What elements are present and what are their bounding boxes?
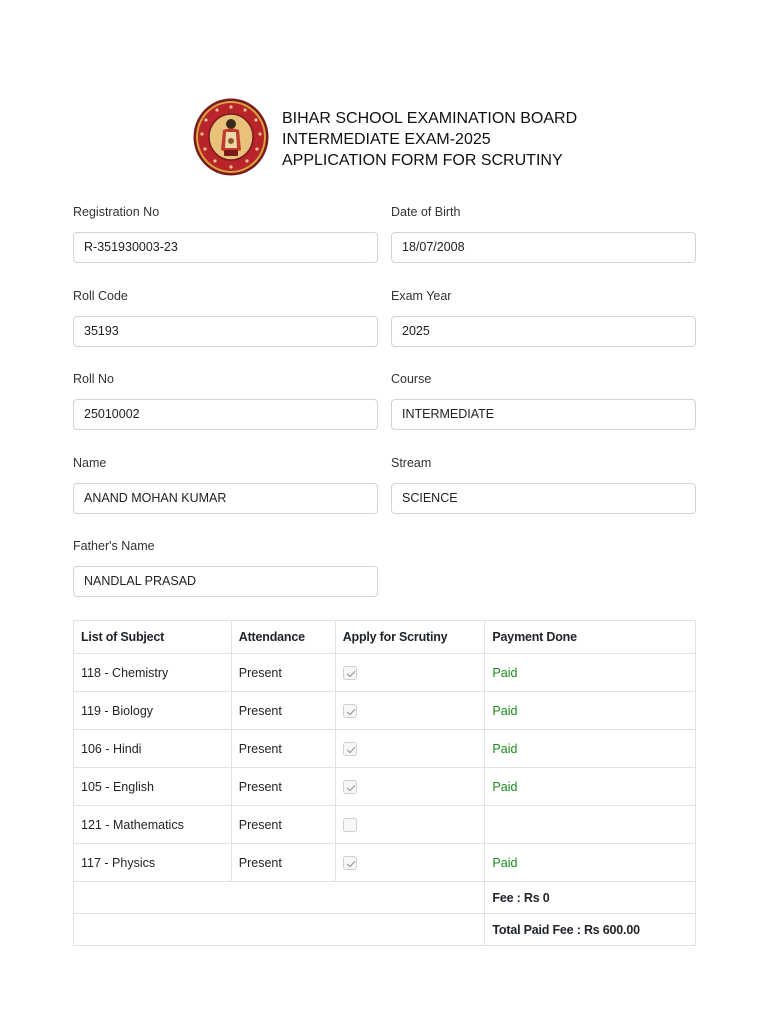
name-group xyxy=(73,454,378,514)
subject-name: 105 - English xyxy=(74,768,232,806)
apply-scrutiny-cell xyxy=(335,768,485,806)
table-row xyxy=(74,768,696,806)
exam-year-field[interactable]: 2025 xyxy=(391,316,696,347)
payment-status: Paid xyxy=(485,692,696,730)
attendance-status: Present xyxy=(231,654,335,692)
attendance-status: Present xyxy=(231,730,335,768)
stream-label: Stream xyxy=(391,456,432,470)
check-icon xyxy=(345,744,357,756)
course-field[interactable]: INTERMEDIATE xyxy=(391,399,696,430)
payment-status: Paid xyxy=(485,768,696,806)
stream-field[interactable]: SCIENCE xyxy=(391,483,696,514)
scrutiny-checkbox[interactable] xyxy=(343,780,357,794)
roll-no-field[interactable]: 25010002 xyxy=(73,399,378,430)
header-attendance: Attendance xyxy=(231,621,335,654)
roll-no-label: Roll No xyxy=(73,372,114,386)
subject-name: 117 - Physics xyxy=(74,844,232,882)
fathers-name-field[interactable]: NANDLAL PRASAD xyxy=(73,566,378,597)
total-paid-fee: Total Paid Fee : Rs 600.00 xyxy=(485,914,696,946)
table-row xyxy=(74,654,696,692)
subject-name: 118 - Chemistry xyxy=(74,654,232,692)
attendance-status: Present xyxy=(231,768,335,806)
apply-scrutiny-cell xyxy=(335,806,485,844)
page-header xyxy=(193,98,613,178)
payment-status: Paid xyxy=(485,730,696,768)
registration-no-field[interactable]: R-351930003-23 xyxy=(73,232,378,263)
scrutiny-checkbox[interactable] xyxy=(343,704,357,718)
table-row xyxy=(74,806,696,844)
subjects-table xyxy=(73,620,696,946)
table-row xyxy=(74,692,696,730)
course-label: Course xyxy=(391,372,432,386)
title-line-exam: INTERMEDIATE EXAM-2025 xyxy=(282,131,491,148)
registration-no-label: Registration No xyxy=(73,205,160,219)
date-of-birth-group xyxy=(391,203,696,263)
header-apply-scrutiny: Apply for Scrutiny xyxy=(335,621,485,654)
apply-scrutiny-cell xyxy=(335,654,485,692)
scrutiny-checkbox[interactable] xyxy=(343,742,357,756)
payment-status: Paid xyxy=(485,654,696,692)
total-paid-row xyxy=(74,914,696,946)
subject-name: 119 - Biology xyxy=(74,692,232,730)
table-row xyxy=(74,730,696,768)
stream-group xyxy=(391,454,696,514)
roll-code-group xyxy=(73,287,378,347)
name-field[interactable]: ANAND MOHAN KUMAR xyxy=(73,483,378,514)
roll-code-field[interactable]: 35193 xyxy=(73,316,378,347)
roll-no-group xyxy=(73,370,378,430)
attendance-status: Present xyxy=(231,806,335,844)
title-line-board: BIHAR SCHOOL EXAMINATION BOARD xyxy=(282,110,578,127)
title-line-form: APPLICATION FORM FOR SCRUTINY xyxy=(282,152,563,169)
check-icon xyxy=(345,782,357,794)
scrutiny-checkbox[interactable] xyxy=(343,856,357,870)
apply-scrutiny-cell xyxy=(335,692,485,730)
scrutiny-checkbox[interactable] xyxy=(343,666,357,680)
course-group xyxy=(391,370,696,430)
date-of-birth-label: Date of Birth xyxy=(391,205,461,219)
scrutiny-checkbox[interactable] xyxy=(343,818,357,832)
apply-scrutiny-cell xyxy=(335,730,485,768)
fee-row xyxy=(74,882,696,914)
payment-status xyxy=(485,806,696,844)
attendance-status: Present xyxy=(231,844,335,882)
check-icon xyxy=(345,858,357,870)
date-of-birth-field[interactable]: 18/07/2008 xyxy=(391,232,696,263)
fathers-name-group xyxy=(73,537,378,597)
check-icon xyxy=(345,668,357,680)
subject-name: 121 - Mathematics xyxy=(74,806,232,844)
apply-scrutiny-cell xyxy=(335,844,485,882)
header-payment-done: Payment Done xyxy=(485,621,696,654)
exam-year-label: Exam Year xyxy=(391,289,452,303)
subject-name: 106 - Hindi xyxy=(74,730,232,768)
bseb-seal-logo xyxy=(193,98,269,176)
name-label: Name xyxy=(73,456,107,470)
table-row xyxy=(74,844,696,882)
table-header-row xyxy=(74,621,696,654)
attendance-status: Present xyxy=(231,692,335,730)
exam-year-group xyxy=(391,287,696,347)
fee-amount: Fee : Rs 0 xyxy=(485,882,696,914)
board-title xyxy=(282,108,577,171)
fathers-name-label: Father's Name xyxy=(73,539,155,553)
roll-code-label: Roll Code xyxy=(73,289,128,303)
check-icon xyxy=(345,706,357,718)
registration-no-group xyxy=(73,203,378,263)
payment-status: Paid xyxy=(485,844,696,882)
header-subject: List of Subject xyxy=(74,621,232,654)
